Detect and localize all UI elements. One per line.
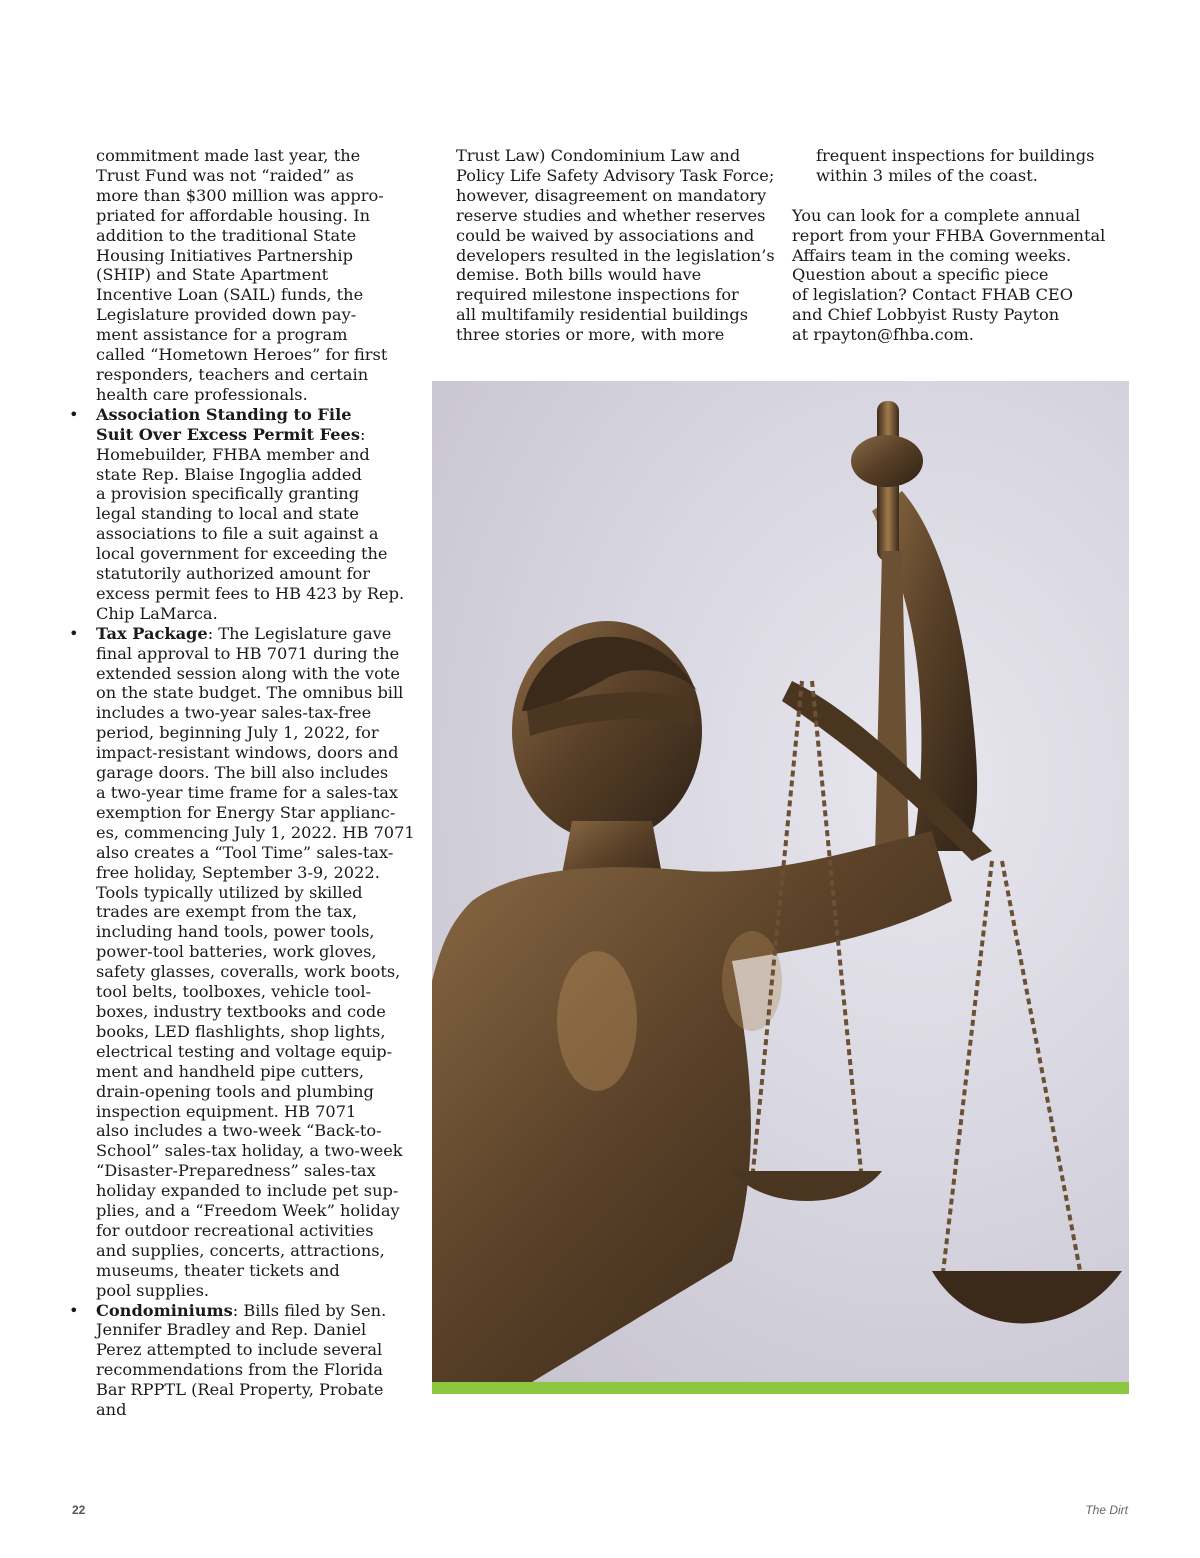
column-2-paragraph: Trust Law) Condominium Law and Policy Life Safety Advisory Task Force; however, disagreement on mandatory reserve studies and whether reserves could be waived by associations and developers resulted in the legislation’s demise. Both bills would have required milestone inspections for all multifamily residential buildings three stories or more, with more bbox=[456, 146, 775, 345]
lady-justice-statue-image bbox=[432, 381, 1129, 1382]
bullet-body: : Homebuilder, FHBA member and state Rep. Blaise Ingoglia added a provision specifically granting legal standing to local and state associations to file a suit against a local government for exceeding the statutorily authorized amount for excess permit fees to HB 423 by Rep. Chip LaMarca. bbox=[96, 424, 405, 623]
bullet-body: : The Legislature gave final approval to HB 7071 during the extended session along with the vote on the state budget. The omnibus bill includes a two-year sales-tax-free period, beginning July 1, 2022, for impact-resistant windows, doors and garage doors. The bill also includes a two-year time frame for a sales-tax exemption for Energy Star applianc- es, commencing July 1, 2022. HB 7071 also creates a “Tool Time” sales-tax- free holiday, September 3-9, 2022. Tools typically utilized by skilled trades are exempt from the tax, including hand tools, power tools, power-tool batteries, work gloves, safety glasses, coveralls, work boots, tool belts, toolboxes, vehicle tool- boxes, industry textbooks and code books, LED flashlights, shop lights, electrical testing and voltage equip- ment and handheld pipe cutters, drain-opening tools and plumbing inspection equipment. HB 7071 also includes a two-week “Back-to- School” sales-tax holiday, a two-week “Disaster-Preparedness” sales-tax holiday expanded to include pet sup- plies, and a “Freedom Week” holiday for outdoor recreational activities and supplies, concerts, attractions, museums, theater tickets and pool supplies. bbox=[96, 623, 415, 1300]
list-item bbox=[64, 1301, 416, 1420]
page-number: 22 bbox=[72, 1503, 86, 1517]
article-column-2 bbox=[456, 146, 776, 345]
magazine-name: The Dirt bbox=[1085, 1503, 1128, 1517]
bullet-body: : Bills filed by Sen. Jennifer Bradley and Rep. Daniel Perez attempted to include several recommendations from the Florida Bar RPPTL (Real Property, Probate and bbox=[96, 1300, 387, 1420]
bullet-heading: Condominiums bbox=[96, 1300, 233, 1320]
bullet-list bbox=[64, 405, 416, 1420]
bullet-heading: Tax Package bbox=[96, 623, 208, 643]
article-column-3 bbox=[792, 146, 1132, 345]
bullet-heading: Association Standing to File Suit Over Excess Permit Fees bbox=[96, 404, 360, 444]
accent-bar bbox=[432, 1382, 1129, 1394]
list-item bbox=[64, 624, 416, 1301]
list-item bbox=[64, 405, 416, 624]
intro-paragraph: commitment made last year, the Trust Fund was not “raided” as more than $300 million was appro- priated for affordable housing. In addition to the traditional State Housing Initiatives Partnership (SHIP) and State Apartment Incentive Loan (SAIL) funds, the Legislature provided down pay- ment assistance for a program called “Hometown Heroes” for first responders, teachers and certain health care professionals. bbox=[96, 146, 388, 404]
closing-paragraph: You can look for a complete annual report from your FHBA Governmental Affairs team in the coming weeks. Question about a specific piece of legislation? Contact FHAB CEO and Chief Lobbyist Rusty Payton at rpayton@fhba.com. bbox=[792, 205, 1106, 345]
continued-bullet-text: frequent inspections for buildings within 3 miles of the coast. bbox=[816, 146, 1095, 185]
article-column-1 bbox=[64, 146, 416, 1420]
lady-justice-photo bbox=[432, 381, 1129, 1382]
